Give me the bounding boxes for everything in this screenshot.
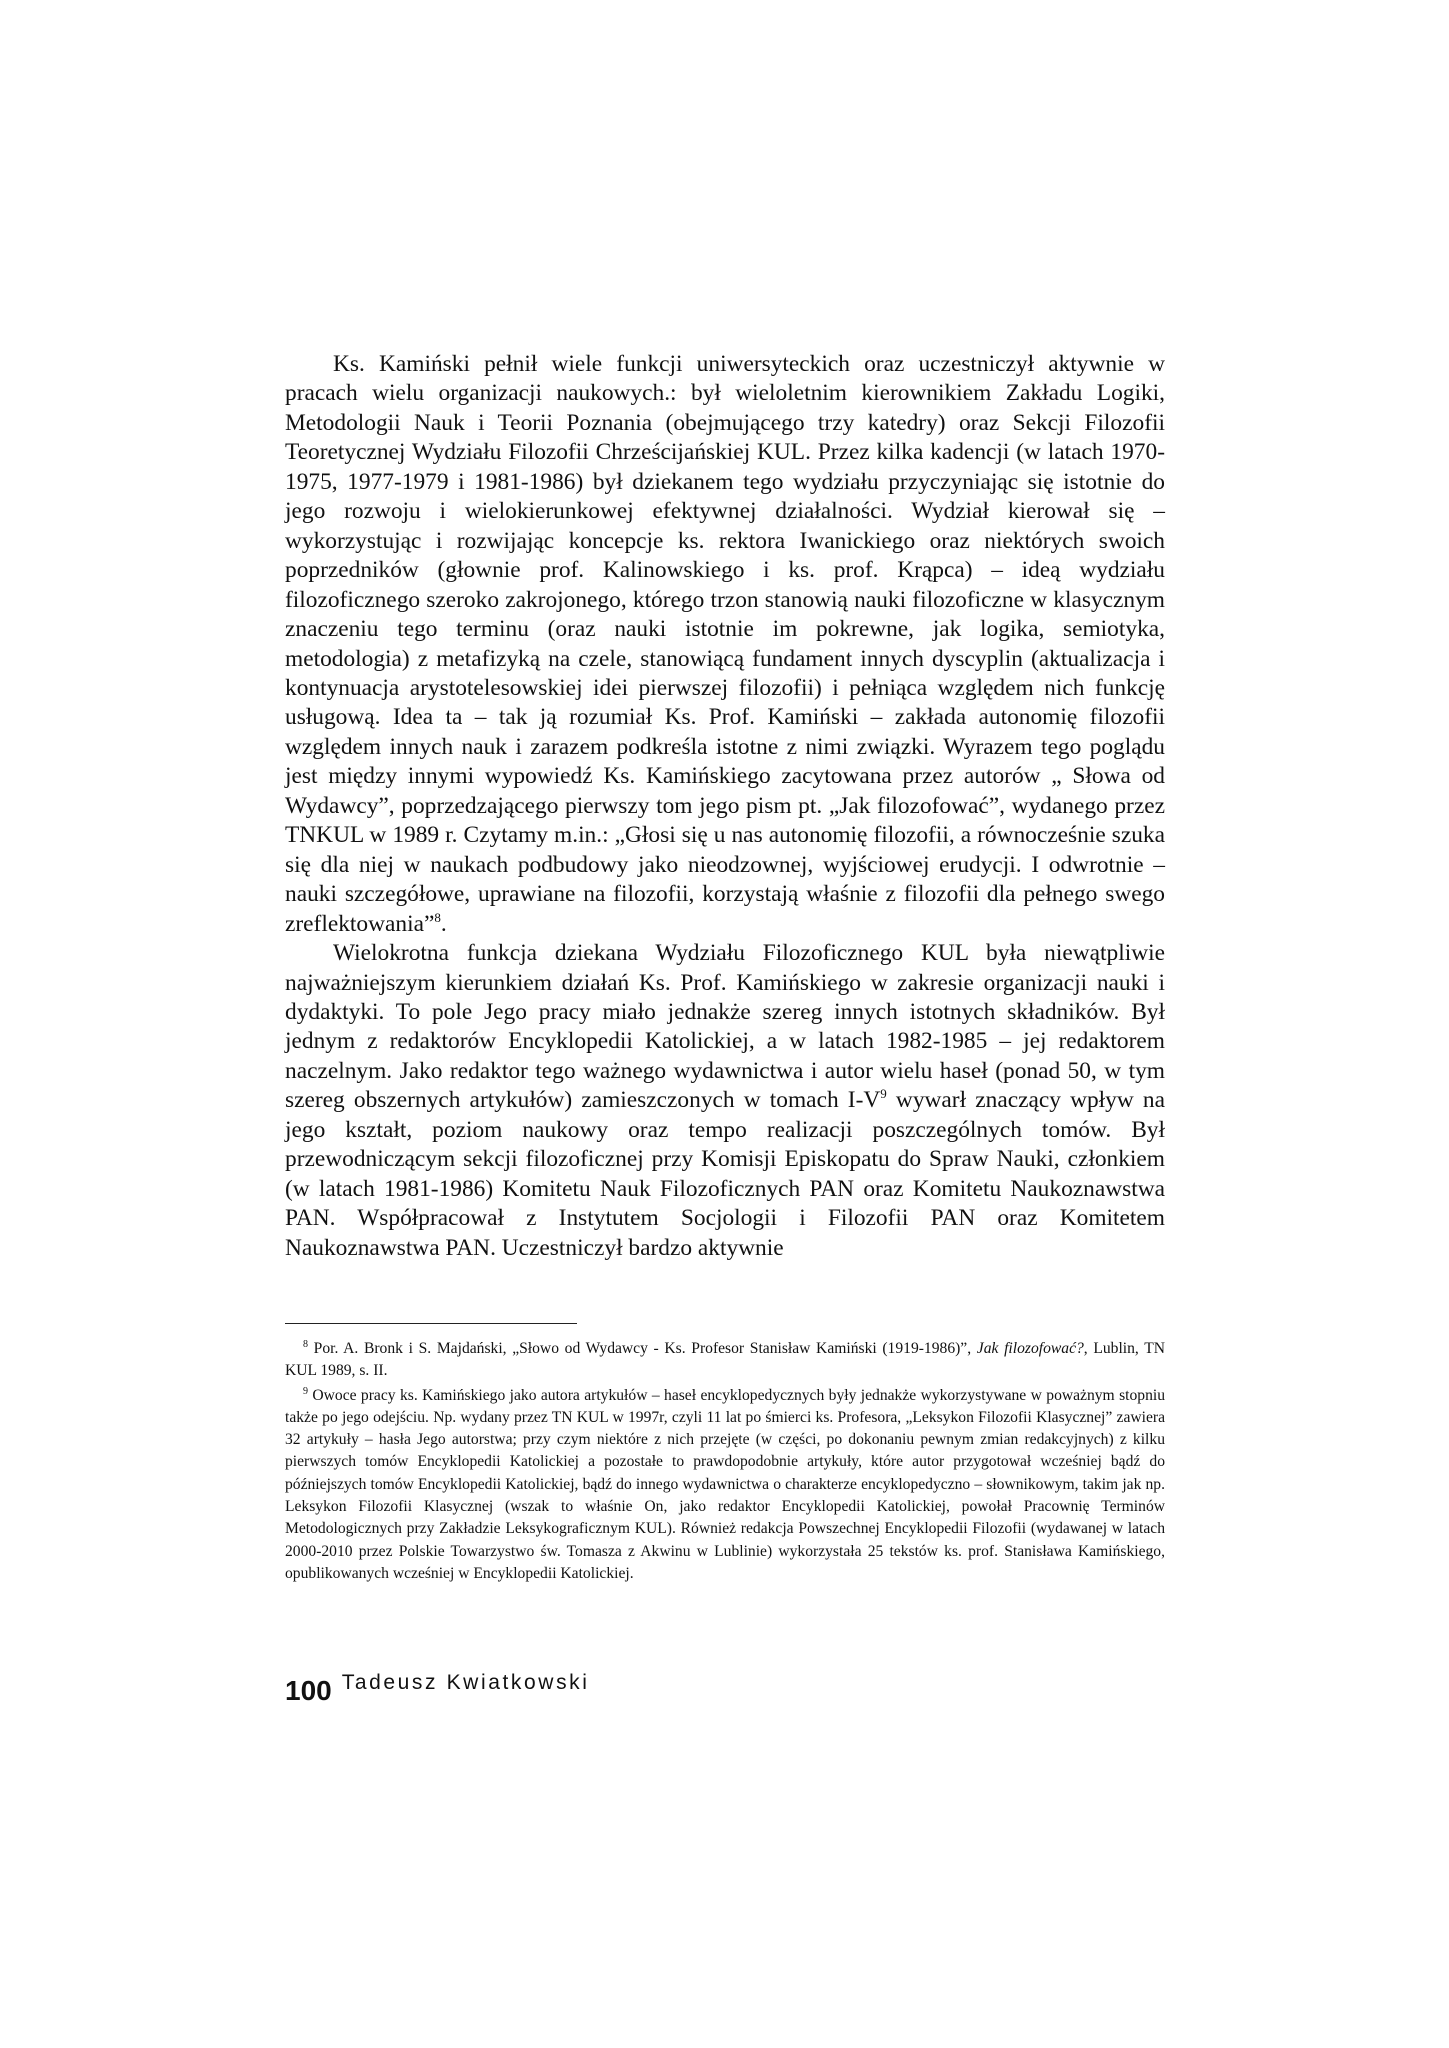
running-author: Tadeusz Kwiatkowski xyxy=(341,1671,590,1694)
footnote-8-text-end: , Lublin, TN KUL 1989, s. II. xyxy=(285,1340,1165,1380)
paragraph-1-end: . xyxy=(440,910,447,937)
page-number: 100 xyxy=(285,1675,332,1706)
footnote-8-text: Por. A. Bronk i S. Majdański, „Słowo od Wydawcy - Ks. Profesor Stanisław Kamiński (1919-1986)”, xyxy=(308,1340,977,1357)
main-text xyxy=(285,350,1165,1263)
footnote-number-9: 9 xyxy=(303,1385,308,1397)
footnote-number-8: 8 xyxy=(303,1338,308,1350)
footnote-separator xyxy=(285,1323,577,1324)
footnote-8 xyxy=(285,1338,1165,1383)
footnote-9-text: Owoce pracy ks. Kamińskiego jako autora artykułów – haseł encyklopedycznych były jednakże wykorzystywane w poważnym stopniu także po jego odejściu. Np. wydany przez TN KUL w 1997r, czyli 11 lat po śmierci ks. Profesora, „Leksykon Filozofii Klasycznej” zawiera 32 artykuły – hasła Jego autorstwa; przy czym niektóre z nich przejęte (w części, po dokonaniu pewnym zmian redakcyjnych) z kilku pierwszych tomów Encyklopedii Katolickiej a pozostałe to prawdopodobnie artykuły, które autor przygotował wcześniej bądź do późniejszych tomów Encyklopedii Katolickiej, bądź do innego wydawnictwa o charakterze encyklopedyczno – słownikowym, takim jak np. Leksykon Filozofii Klasycznej (wszak to właśnie On, jako redaktor Encyklopedii Katolickiej, powołał Pracownię Terminów Metodologicznych przy Zakładzie Leksykograficznym KUL). Również redakcja Powszechnej Encyklopedii Filozofii (wydawanej w latach 2000-2010 przez Polskie Towarzystwo św. Tomasza z Akwinu w Lublinie) wykorzystała 25 tekstów ks. prof. Stanisława Kamińskiego, opublikowanych wcześniej w Encyklopedii Katolickiej. xyxy=(285,1386,1165,1582)
page-footer xyxy=(285,1666,590,1706)
footnote-8-title: Jak filozofować? xyxy=(976,1340,1084,1357)
paragraph-1-text: Ks. Kamiński pełnił wiele funkcji uniwersyteckich oraz uczestniczył aktywnie w pracach wielu organizacji naukowych.: był wieloletnim kierownikiem Zakładu Logiki, Metodologii Nauk i Teorii Poznania (obejmującego trzy katedry) oraz Sekcji Filozofii Teoretycznej Wydziału Filozofii Chrześcijańskiej KUL. Przez kilka kadencji (w latach 1970-1975, 1977-1979 i 1981-1986) był dziekanem tego wydziału przyczyniając się istotnie do jego rozwoju i wielokierunkowej efektywnej działalności. Wydział kierował się – wykorzystując i rozwijając koncepcje ks. rektora Iwanickiego oraz niektórych swoich poprzedników (głownie prof. Kalinowskiego i ks. prof. Krąpca) – ideą wydziału filozoficznego szeroko zakrojonego, którego trzon stanowią nauki filozoficzne w klasycznym znaczeniu tego terminu (oraz nauki istotnie im pokrewne, jak logika, semiotyka, metodologia) z metafizyką na czele, stanowiącą fundament innych dyscyplin (aktualizacja i kontynuacja arystotelesowskiej idei pierwszej filozofii) i pełniąca względem nich funkcję usługową. Idea ta – tak ją rozumiał Ks. Prof. Kamiński – zakłada autonomię filozofii względem innych nauk i zarazem podkreśla istotne z nimi związki. Wyrazem tego poglądu jest między innymi wypowiedź Ks. Kamińskiego zacytowana przez autorów „ Słowa od Wydawcy”, poprzedzającego pierwszy tom jego pism pt. „Jak filozofować”, wydanego przez TNKUL w 1989 r. Czytamy m.in.: „Głosi się u nas autonomię filozofii, a równocześnie szuka się dla niej w naukach podbudowy jako nieodzownej, wyjściowej erudycji. I odwrotnie – nauki szczegółowe, uprawiane na filozofii, korzystają właśnie z filozofii dla pełnego swego zreflektowania” xyxy=(285,351,1165,937)
paragraph-2-end: wywarł znaczący wpływ na jego kształt, poziom naukowy oraz tempo realizacji poszczególnych tomów. Był przewodniczącym sekcji filozoficznej przy Komisji Episkopatu do Spraw Nauki, członkiem (w latach 1981-1986) Komitetu Nauk Filozoficznych PAN oraz Komitetu Naukoznawstwa PAN. Współpracował z Instytutem Socjologii i Filozofii PAN oraz Komitetem Naukoznawstwa PAN. Uczestniczył bardzo aktywnie xyxy=(285,1087,1165,1261)
footnotes xyxy=(285,1338,1165,1585)
paragraph-1 xyxy=(285,350,1165,939)
footnote-reference-8[interactable]: 8 xyxy=(434,909,441,925)
paragraph-2 xyxy=(285,939,1165,1263)
footnote-reference-9[interactable]: 9 xyxy=(880,1086,887,1102)
paragraph-2-text: Wielokrotna funkcja dziekana Wydziału Filozoficznego KUL była niewątpliwie najważniejszym kierunkiem działań Ks. Prof. Kamińskiego w zakresie organizacji nauki i dydaktyki. To pole Jego pracy miało jednakże szereg innych istotnych składników. Był jednym z redaktorów Encyklopedii Katolickiej, a w latach 1982-1985 – jej redaktorem naczelnym. Jako redaktor tego ważnego wydawnictwa i autor wielu haseł (ponad 50, w tym szereg obszernych artykułów) zamieszczonych w tomach I-V xyxy=(285,940,1165,1114)
footnote-9 xyxy=(285,1385,1165,1586)
